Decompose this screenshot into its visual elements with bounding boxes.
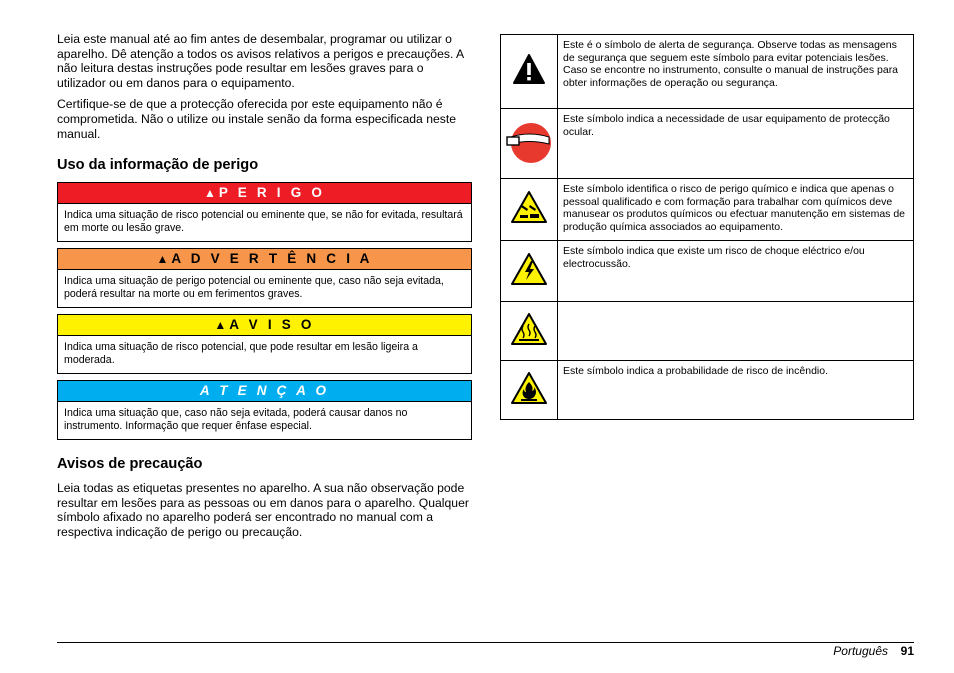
precaution-section-title: Avisos de precaução <box>57 456 203 473</box>
symbol-description: Este símbolo identifica o risco de perigo químico e indica que apenas o pessoal qualificado e com formação para trabalhar com químicos deve manusear os produtos químicos ou efectuar manutenção em sistemas de produção química associados ao equipamento. <box>558 179 914 241</box>
intro-paragraph-2: Certifique-se de que a protecção oferecida por este equipamento não é comprometida. Não o utilize ou instale senão da forma especificada neste manual. <box>57 97 457 141</box>
fire-hazard-icon <box>501 361 558 420</box>
hazard-bar-aviso <box>58 315 471 336</box>
hazard-text: Indica uma situação de risco potencial ou eminente que, se não for evitada, resultará em morte ou lesão grave. <box>64 209 463 235</box>
footer-divider <box>57 642 914 643</box>
intro-paragraph-1: Leia este manual até ao fim antes de desembalar, programar ou utilizar o aparelho. Dê atenção a todos os avisos relativos a perigos e precauções. A não leitura destas instruções pode resultar em lesões graves para o utilizador ou em danos para o equipamento. <box>57 32 464 90</box>
warning-triangle-icon: ▲ <box>214 318 227 333</box>
chemical-hazard-icon <box>501 179 558 241</box>
hazard-text: Indica uma situação de risco potencial, que pode resultar em lesão ligeira a moderada. <box>64 341 418 367</box>
hazard-label: A T E N Ç A O <box>199 383 330 399</box>
symbol-row <box>501 302 914 361</box>
hazard-bar-perigo <box>58 183 471 204</box>
hazard-bar-atencao <box>58 381 471 402</box>
hazard-label: A V I S O <box>229 317 315 333</box>
symbol-row <box>501 35 914 109</box>
page-number: 91 <box>900 644 914 658</box>
symbol-row <box>501 241 914 302</box>
hazard-text: Indica uma situação que, caso não seja evitada, poderá causar danos no instrumento. Informação que requer ênfase especial. <box>64 407 408 433</box>
hazard-box-advertencia <box>57 248 472 308</box>
symbol-description: Este símbolo indica a probabilidade de risco de incêndio. <box>558 361 914 420</box>
hazard-text: Indica uma situação de perigo potencial ou eminente que, caso não seja evitada, poderá resultar na morte ou em ferimentos graves. <box>64 275 444 301</box>
hazard-box-perigo <box>57 182 472 242</box>
warning-triangle-icon: ▲ <box>203 186 216 201</box>
hazard-box-atencao <box>57 380 472 440</box>
symbol-description: Este símbolo indica a necessidade de usar equipamento de protecção ocular. <box>558 109 914 179</box>
symbol-description: Este símbolo indica que existe um risco de choque eléctrico e/ou electrocussão. <box>558 241 914 302</box>
hazard-section-title: Uso da informação de perigo <box>57 157 259 174</box>
hazard-label: A D V E R T Ê N C I A <box>171 251 373 267</box>
eye-protection-icon <box>501 109 558 179</box>
electric-shock-icon <box>501 241 558 302</box>
symbols-table <box>500 34 914 420</box>
precaution-paragraph: Leia todas as etiquetas presentes no aparelho. A sua não observação pode resultar em lesões para as pessoas ou em danos para o aparelho. Qualquer símbolo afixado no aparelho poderá ser encontrado no manual com a respectiva indicação de perigo ou precaução. <box>57 481 469 539</box>
symbol-row <box>501 361 914 420</box>
hot-surface-icon <box>501 302 558 361</box>
footer-language: Português <box>833 644 888 658</box>
hazard-label: P E R I G O <box>218 185 326 201</box>
symbol-description: Este é o símbolo de alerta de segurança. Observe todas as mensagens de segurança que seguem este símbolo para evitar potenciais lesões. Caso se encontre no instrumento, consulte o manual de instruções para obter informações de operação ou segurança. <box>558 35 914 109</box>
hazard-box-aviso <box>57 314 472 374</box>
symbol-row <box>501 179 914 241</box>
hazard-bar-advertencia <box>58 249 471 270</box>
symbol-row <box>501 109 914 179</box>
warning-triangle-icon: ▲ <box>156 252 169 267</box>
left-column <box>57 32 472 547</box>
safety-alert-icon <box>501 35 558 109</box>
symbol-description <box>558 302 914 361</box>
